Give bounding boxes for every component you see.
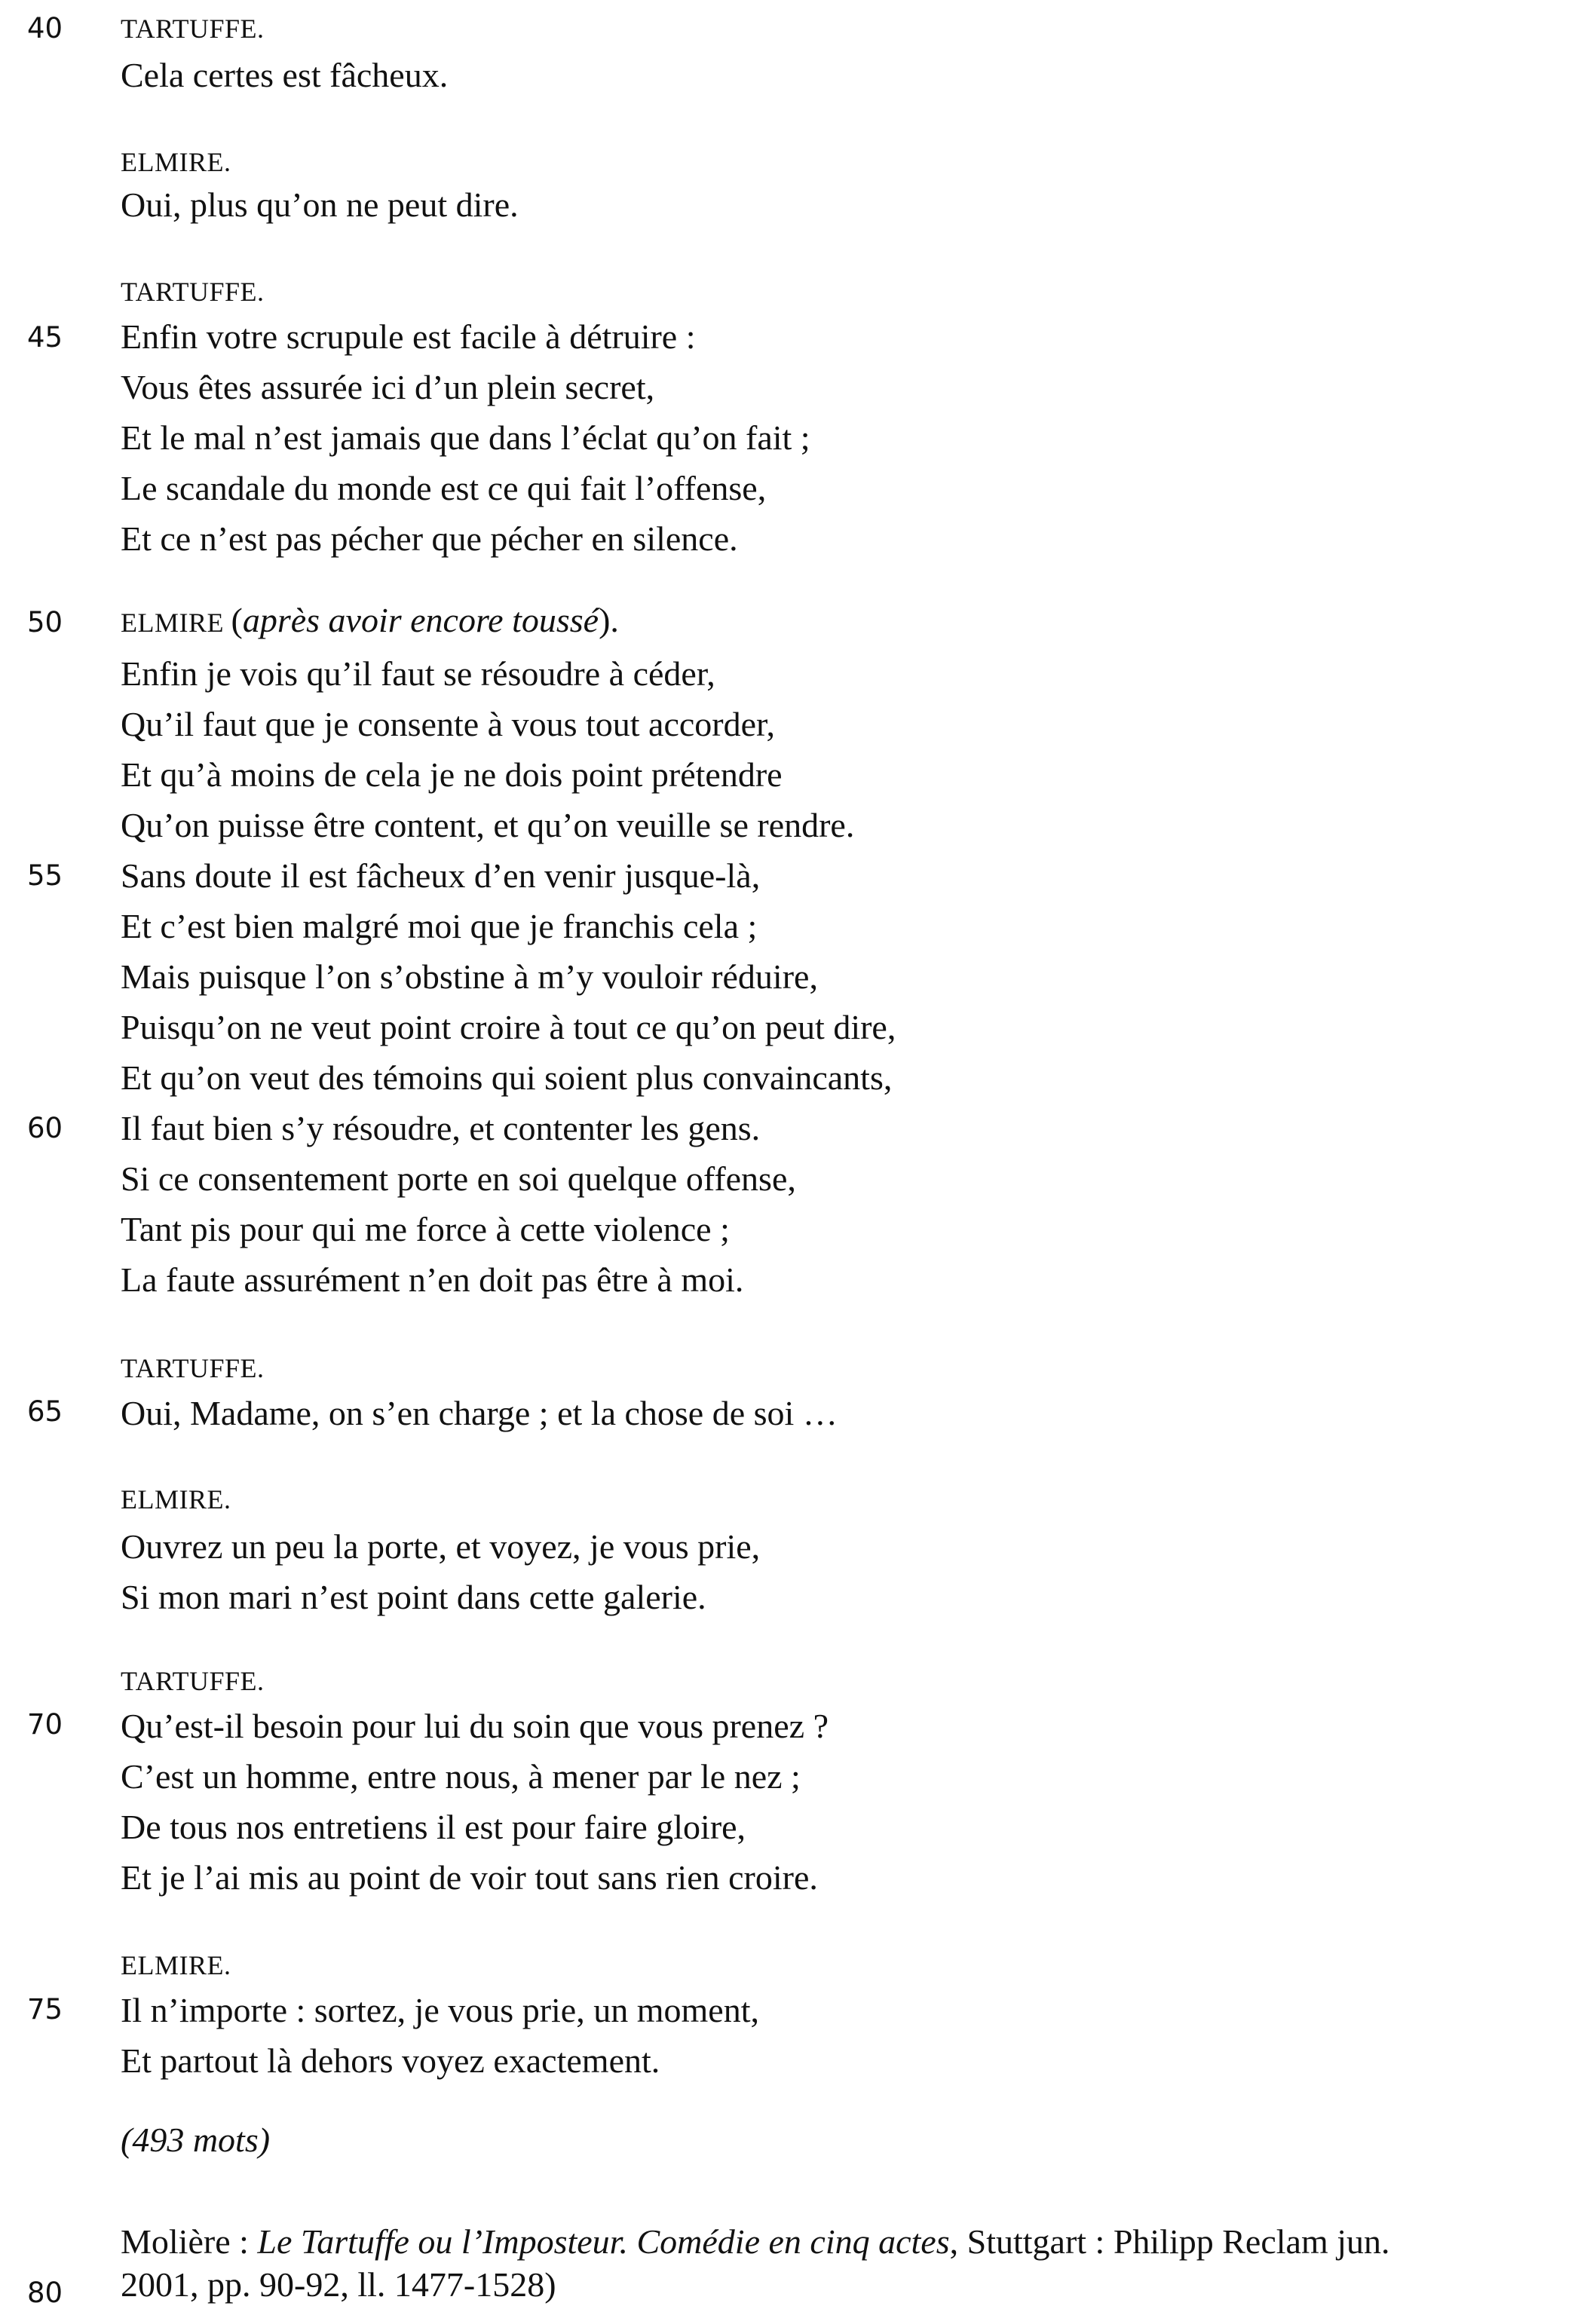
verse-line: Tant pis pour qui me force à cette violence ; [121, 1210, 730, 1248]
speaker-tartuffe: TARTUFFE. [121, 1353, 265, 1383]
stage-direction-close: ). [599, 601, 619, 639]
verse-line: Qu’est-il besoin pour lui du soin que vous prenez ? [121, 1707, 829, 1745]
verse-line: Cela certes est fâcheux. [121, 56, 449, 94]
verse-line: Et qu’on veut des témoins qui soient plus convaincants, [121, 1058, 893, 1097]
verse-line: Mais puisque l’on s’obstine à m’y vouloir réduire, [121, 957, 818, 996]
stage-direction: après avoir encore toussé [242, 601, 599, 639]
speaker-elmire: ELMIRE. [121, 147, 231, 177]
verse-line: Il n’importe : sortez, je vous prie, un moment, [121, 1991, 759, 2029]
verse-line: Si ce consentement porte en soi quelque offense, [121, 1159, 796, 1198]
verse-line: Qu’il faut que je consente à vous tout accorder, [121, 705, 776, 743]
source-author: Molière : [121, 2222, 258, 2261]
speaker-tartuffe: TARTUFFE. [121, 277, 265, 307]
source-title: Le Tartuffe ou l’Imposteur. Comédie en cinq actes [257, 2222, 950, 2261]
verse-line: Ouvrez un peu la porte, et voyez, je vous prie, [121, 1527, 761, 1566]
speaker-name: ELMIRE [121, 608, 224, 638]
line-number-50: 50 [27, 606, 63, 638]
line-number-55: 55 [27, 859, 63, 892]
verse-line: Sans doute il est fâcheux d’en venir jusque-là, [121, 856, 761, 895]
line-number-80: 80 [27, 2277, 63, 2309]
speaker-elmire: ELMIRE. [121, 1950, 231, 1980]
verse-line: Enfin je vois qu’il faut se résoudre à céder, [121, 654, 715, 693]
verse-line: Le scandale du monde est ce qui fait l’offense, [121, 469, 767, 507]
verse-line: Il faut bien s’y résoudre, et contenter les gens. [121, 1109, 761, 1147]
speaker-tartuffe: TARTUFFE. [121, 1666, 265, 1696]
verse-line: Et le mal n’est jamais que dans l’éclat qu’on fait ; [121, 418, 810, 457]
verse-line: Enfin votre scrupule est facile à détruire : [121, 317, 696, 356]
verse-line: Qu’on puisse être content, et qu’on veuille se rendre. [121, 806, 855, 844]
stage-direction-open: ( [231, 601, 243, 639]
line-number-45: 45 [27, 321, 63, 354]
verse-line: Et qu’à moins de cela je ne dois point prétendre [121, 755, 783, 794]
word-count: (493 mots) [121, 2121, 271, 2159]
source-details: 2001, pp. 90-92, ll. 1477-1528) [121, 2265, 556, 2304]
verse-line: Oui, plus qu’on ne peut dire. [121, 185, 519, 224]
verse-line: Et partout là dehors voyez exactement. [121, 2041, 660, 2080]
verse-line: C’est un homme, entre nous, à mener par le nez ; [121, 1757, 801, 1796]
verse-line: Et c’est bien malgré moi que je franchis cela ; [121, 907, 758, 945]
verse-line: Oui, Madame, on s’en charge ; et la chose de soi … [121, 1394, 838, 1432]
speaker-tartuffe: TARTUFFE. [121, 14, 265, 44]
verse-line: Puisqu’on ne veut point croire à tout ce qu’on peut dire, [121, 1008, 896, 1046]
verse-line: Si mon mari n’est point dans cette galerie. [121, 1578, 706, 1616]
source-citation [121, 2222, 1390, 2262]
line-number-75: 75 [27, 1993, 63, 2026]
verse-line: La faute assurément n’en doit pas être à moi. [121, 1260, 744, 1299]
verse-line: Et ce n’est pas pécher que pécher en silence. [121, 519, 738, 558]
speaker-elmire: ELMIRE. [121, 1484, 231, 1514]
source-publisher: , Stuttgart : Philipp Reclam jun. [949, 2222, 1390, 2261]
verse-line: De tous nos entretiens il est pour faire gloire, [121, 1808, 746, 1846]
speaker-elmire-with-direction [121, 601, 619, 639]
verse-line: Et je l’ai mis au point de voir tout sans rien croire. [121, 1858, 818, 1897]
line-number-40: 40 [27, 12, 63, 44]
line-number-70: 70 [27, 1708, 63, 1741]
line-number-65: 65 [27, 1395, 63, 1428]
verse-line: Vous êtes assurée ici d’un plein secret, [121, 368, 655, 406]
line-number-60: 60 [27, 1112, 63, 1144]
